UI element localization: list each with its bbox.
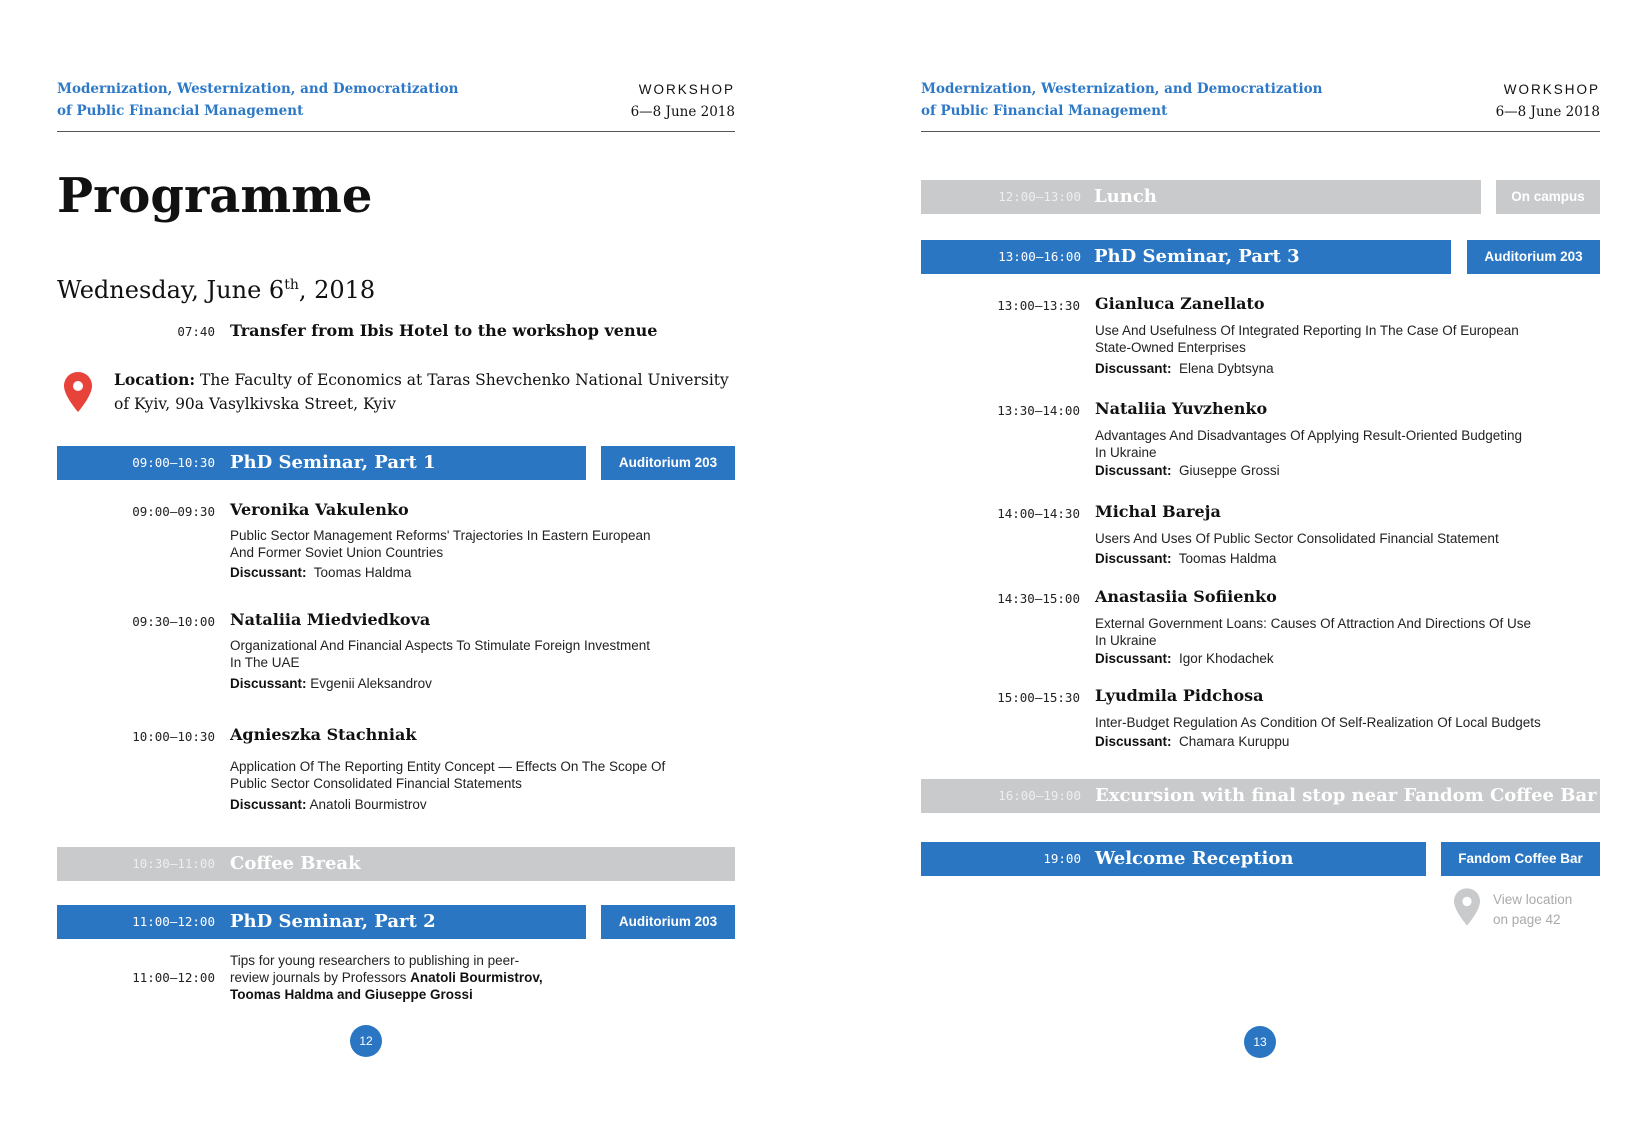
break-title: Excursion with final stop near Fandom Coffee Bar [1095, 785, 1597, 806]
header-title-line: Modernization, Westernization, and Democratization [921, 81, 1323, 97]
session-time: 11:00–12:00 [132, 914, 215, 929]
location-tag: On campus [1496, 180, 1600, 214]
session-bar [57, 446, 586, 480]
talk-time: 11:00–12:00 [132, 970, 215, 985]
header-title-line: of Public Financial Management [921, 103, 1168, 119]
speaker-name: Agnieszka Stachniak [230, 725, 417, 744]
talk-title: External Government Loans: Causes Of Attraction And Directions Of Use In Ukraine [1095, 616, 1531, 648]
talk-time: 14:00–14:30 [997, 506, 1080, 521]
break-title: Coffee Break [230, 853, 361, 874]
talk-title: Application Of The Reporting Entity Concept — Effects On The Scope Of Public Sector Consolidated Financial Statements [230, 759, 666, 791]
talk-title: Organizational And Financial Aspects To Stimulate Foreign Investment In The UAE [230, 638, 650, 670]
header-title-line: Modernization, Westernization, and Democratization [57, 81, 459, 97]
talk-time: 09:00–09:30 [132, 504, 215, 519]
session-time: 13:00–16:00 [998, 249, 1081, 264]
page-title: Programme [57, 168, 373, 224]
page-number: 13 [1244, 1026, 1276, 1058]
break-bar [921, 180, 1481, 214]
header-divider [57, 131, 735, 132]
location-block [114, 368, 729, 416]
speaker-name: Michal Bareja [1095, 502, 1221, 521]
room-tag: Auditorium 203 [601, 446, 735, 480]
talk-title: Users And Uses Of Public Sector Consolidated Financial Statement [1095, 531, 1499, 546]
talk-title: Advantages And Disadvantages Of Applying Result-Oriented Budgeting In Ukraine [1095, 428, 1523, 460]
session-time: 09:00–10:30 [132, 455, 215, 470]
header-workshop: WORKSHOP [638, 82, 735, 97]
workshop-description: Tips for young researchers to publishing in peer- review journals by Professors Anatoli Bourmistrov, Toomas Haldma and Giuseppe Grossi [230, 953, 543, 1002]
speaker-name: Gianluca Zanellato [1095, 294, 1265, 313]
session-time: 19:00 [1043, 851, 1081, 866]
room-tag: Auditorium 203 [1467, 240, 1600, 274]
header-title-line: of Public Financial Management [57, 103, 304, 119]
map-pin-icon [1454, 888, 1480, 926]
talk-title: Public Sector Management Reforms' Trajectories In Eastern European And Former Soviet Union Countries [230, 528, 651, 560]
header-dates: 6—8 June 2018 [1495, 104, 1600, 120]
speaker-name: Lyudmila Pidchosa [1095, 686, 1264, 705]
break-time: 16:00–19:00 [998, 788, 1081, 803]
talk-time: 10:00–10:30 [132, 729, 215, 744]
session-title: PhD Seminar, Part 3 [1094, 246, 1300, 267]
talk-time: 09:30–10:00 [132, 614, 215, 629]
session-title: PhD Seminar, Part 1 [230, 452, 436, 473]
talk-time: 14:30–15:00 [997, 591, 1080, 606]
location-line: of Kyiv, 90a Vasylkivska Street, Kyiv [114, 395, 397, 413]
discussant: Discussant: Igor Khodachek [1095, 651, 1274, 666]
discussant: Discussant: Chamara Kuruppu [1095, 734, 1290, 749]
transfer-time: 07:40 [177, 324, 215, 339]
discussant: Discussant: Toomas Haldma [1095, 551, 1277, 566]
talk-time: 15:00–15:30 [997, 690, 1080, 705]
talk-title: Use And Usefulness Of Integrated Reporting In The Case Of European State-Owned Enterprises [1095, 323, 1519, 355]
transfer-text: Transfer from Ibis Hotel to the workshop venue [230, 321, 658, 340]
discussant: Discussant: Giuseppe Grossi [1095, 463, 1280, 478]
speaker-name: Anastasiia Sofiienko [1095, 587, 1277, 606]
page-number: 12 [350, 1025, 382, 1057]
speaker-name: Nataliia Yuvzhenko [1095, 399, 1268, 418]
break-bar [921, 779, 1600, 813]
speaker-name: Nataliia Miedviedkova [230, 610, 431, 629]
session-title: Welcome Reception [1095, 848, 1294, 869]
view-location-link[interactable]: View location on page 42 [1493, 892, 1573, 927]
header-divider [921, 131, 1600, 132]
room-tag: Auditorium 203 [601, 905, 735, 939]
map-pin-icon [64, 372, 92, 412]
break-title: Lunch [1094, 186, 1157, 207]
header-title [57, 78, 459, 122]
break-bar [57, 847, 735, 881]
discussant: Discussant: Toomas Haldma [230, 565, 412, 580]
session-bar [921, 240, 1451, 274]
session-bar [921, 842, 1426, 876]
discussant: Discussant: Evgenii Aleksandrov [230, 676, 432, 691]
session-title: PhD Seminar, Part 2 [230, 911, 436, 932]
day-heading: Wednesday, June 6th, 2018 [57, 276, 376, 304]
header-dates: 6—8 June 2018 [630, 104, 735, 120]
break-time: 12:00–13:00 [998, 189, 1081, 204]
speaker-name: Veronika Vakulenko [230, 500, 409, 519]
discussant: Discussant: Elena Dybtsyna [1095, 361, 1274, 376]
discussant: Discussant: Anatoli Bourmistrov [230, 797, 427, 812]
break-time: 10:30–11:00 [132, 856, 215, 871]
location-line: The Faculty of Economics at Taras Shevchenko National University [200, 371, 729, 389]
header-title [921, 78, 1323, 122]
session-bar [57, 905, 586, 939]
talk-title: Inter-Budget Regulation As Condition Of Self-Realization Of Local Budgets [1095, 715, 1541, 730]
header-workshop: WORKSHOP [1503, 82, 1600, 97]
talk-time: 13:00–13:30 [997, 298, 1080, 313]
talk-time: 13:30–14:00 [997, 403, 1080, 418]
location-tag: Fandom Coffee Bar [1441, 842, 1600, 876]
location-label: Location: [114, 370, 196, 389]
